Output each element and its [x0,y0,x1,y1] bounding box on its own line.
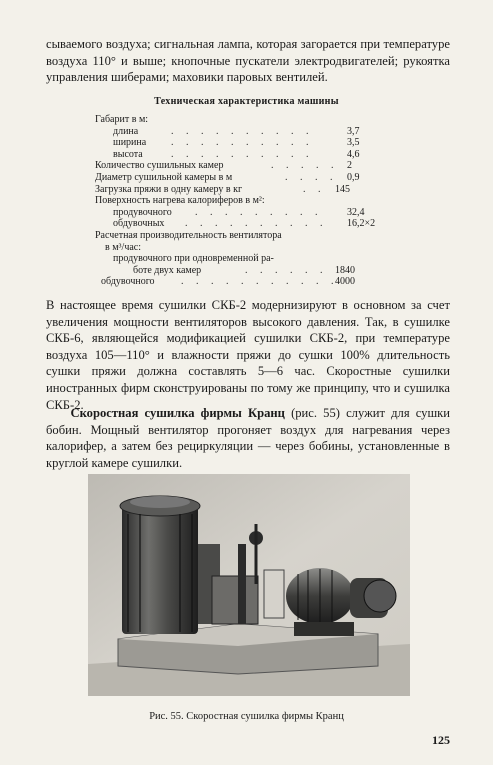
page-number: 125 [432,733,450,747]
leader-dots: . . . . . . . . . . [171,125,314,137]
figure-caption: Рис. 55. Скоростная сушилка фирмы Кранц [149,711,344,722]
spec-label: Количество сушильных камер [95,160,224,172]
spec-label: Загрузка пряжи в одну камеру в кг [95,183,243,195]
spec-label: ширина [113,137,147,149]
spec-value: 3,5 [347,137,360,149]
krantz-text: (рис. 55) служит для сушки бобин. Мощный вентилятор прогоняет воздух для нагревания через калорифер, а затем без рециркуляции — через бобины, установленные в круглой камере сушилки. [46,406,451,470]
paragraph-modernization: В настоящее время сушилки СКБ-2 модернизируют в основном за счет увеличения мощности вентиляторов высокого давления. Так, в сушилке СКБ-6, являющейся модификацией сушилки СКБ-2, при температуре воздуха 105—110° и влажности пряжи до сушки 100% длительность сушки пряжи должна составлять 5—6 час. Скоростные сушилки иностранных фирм сконструированы по тому же принципу, что и сушилка СКБ-2. [46,298,450,412]
spec-row [95,195,420,207]
spec-value: 0,9 [347,171,360,183]
spec-value: 1840 [335,264,355,276]
spec-value: 2 [347,160,352,172]
spec-label: боте двух камер [133,264,202,276]
spec-label: Расчетная производительность вентилятора [95,229,282,241]
spec-row [95,160,420,172]
spec-row [95,137,420,149]
leader-dots: . . . . . . . . . . [171,148,314,160]
spec-row [95,253,420,265]
spec-label: высота [113,148,143,160]
spec-row [95,114,420,126]
leader-dots: . . . . . . . . . . . [181,276,339,288]
spec-row [95,149,420,161]
spec-row [95,218,420,230]
leader-dots: . . . . . . . . . . [185,218,328,230]
spec-value: 4000 [335,276,355,288]
krantz-heading: Скоростная сушилка фирмы Кранц [70,406,285,420]
spec-label: обдувочных [113,218,165,230]
leader-dots: . . . . [285,171,338,183]
spec-value: 16,2×2 [347,218,376,230]
dryer-illustration [88,474,410,696]
spec-label: продувочного при одновременной ра- [113,253,274,265]
leader-dots: . . . . . . . . . . [171,137,314,149]
spec-row [95,276,420,288]
spec-row [95,126,420,138]
spec-table [95,114,420,288]
spec-value: 3,7 [347,125,360,137]
spec-value: 4,6 [347,148,360,160]
spec-title: Техническая характеристика машины [154,96,339,107]
spec-label: в м³/час: [105,241,142,253]
spec-value: 145 [335,183,350,195]
spec-value: 32,4 [347,206,365,218]
spec-row [95,230,420,242]
spec-row [95,207,420,219]
spec-row [95,184,420,196]
leader-dots: . . . . . [271,160,339,172]
spec-label: обдувочного [101,276,155,288]
spec-label: Поверхность нагрева калориферов в м²: [95,195,265,207]
leader-dots: . . . . . . [245,264,328,276]
paragraph-krantz [46,405,450,471]
spec-label: длина [113,125,139,137]
figure-dryer-photo [88,474,410,696]
leader-dots: . . [303,183,326,195]
paragraph-controls: сываемого воздуха; сигнальная лампа, которая загорается при температуре воздуха 110° и выше; кнопочные пускатели электродвигателей; рукоятка управления шиберами; маховики паровых вентилей. [46,37,450,85]
spec-row [95,172,420,184]
spec-label: Габарит в м: [95,114,149,125]
spec-label: продувочного [113,206,172,218]
spec-row [95,265,420,277]
spec-label: Диаметр сушильной камеры в м [95,171,233,183]
spec-row [95,242,420,254]
leader-dots: . . . . . . . . . [195,206,323,218]
